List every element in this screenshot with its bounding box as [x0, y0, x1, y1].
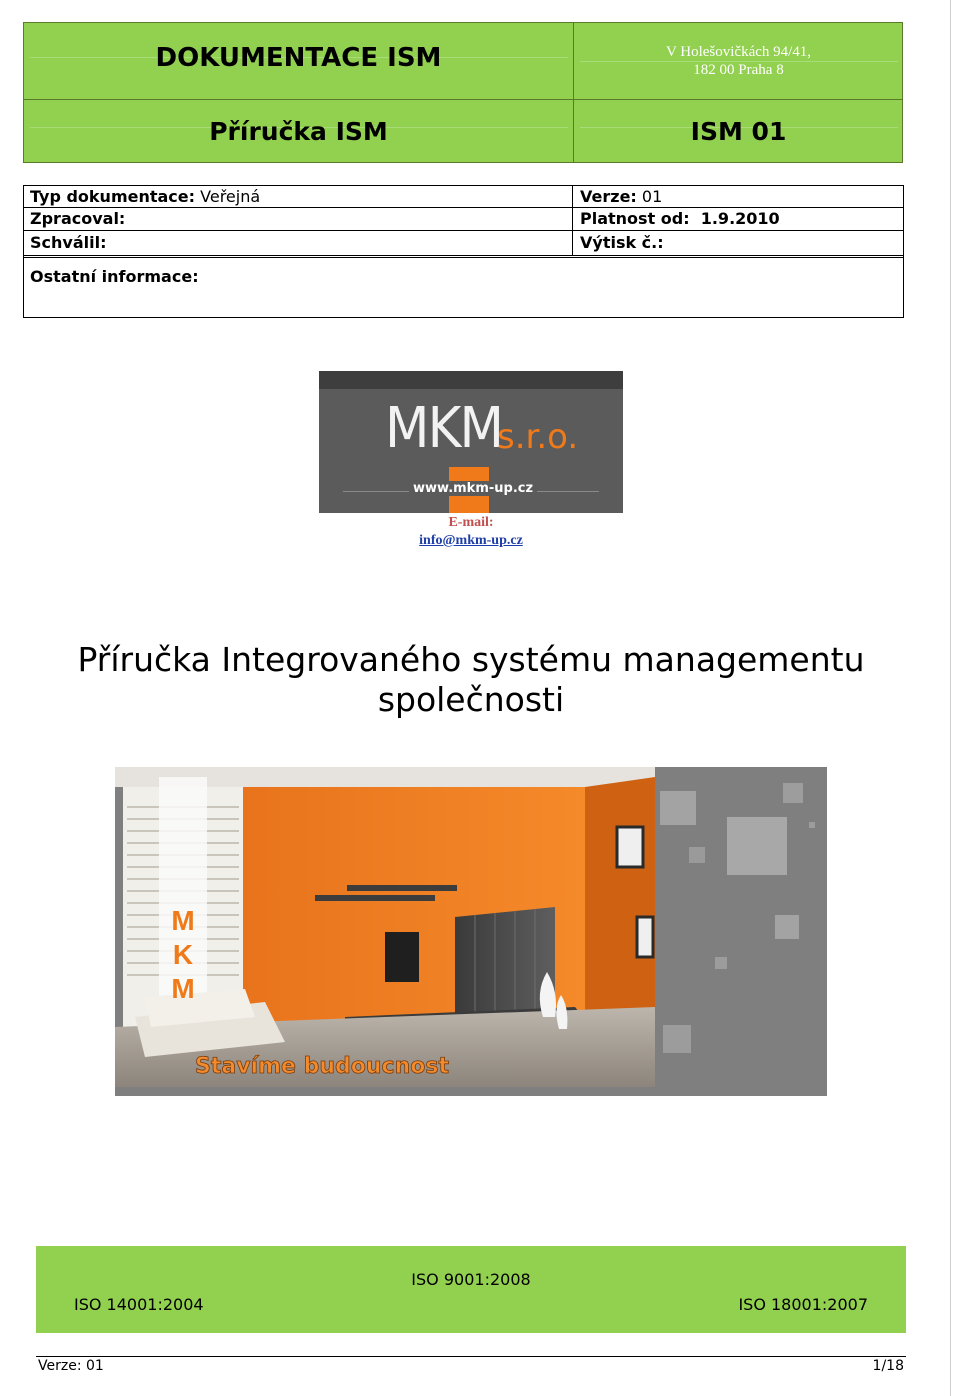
- doc-type-row: [30, 187, 260, 207]
- footer-version: Verze: 01: [38, 1358, 104, 1374]
- info-row-divider: [24, 207, 903, 208]
- valid-value: 1.9.2010: [700, 209, 780, 228]
- address-line-2: 182 00 Praha 8: [693, 62, 784, 78]
- address-line-1: V Holešovičkách 94/41,: [665, 44, 812, 60]
- copy-label: Výtisk č.:: [580, 233, 664, 252]
- footer-rule: [36, 1356, 906, 1357]
- approved-label: Schválil:: [30, 233, 107, 252]
- logo-sro-text: s.r.o.: [497, 417, 579, 457]
- version-label: Verze:: [580, 187, 637, 206]
- iso-certifications: [36, 1246, 906, 1333]
- iso-9001: ISO 9001:2008: [411, 1270, 531, 1289]
- photo-letter-m2: M: [171, 973, 195, 1004]
- version-value: 01: [641, 187, 663, 206]
- photo-letter-k: K: [172, 939, 194, 970]
- info-row-divider: [24, 230, 903, 231]
- interior-photo: [115, 767, 827, 1096]
- other-info-row: [30, 267, 199, 287]
- header-table: [23, 22, 903, 163]
- version-row: [580, 187, 662, 207]
- document-title: DOKUMENTACE ISM: [155, 43, 442, 73]
- photo-letter-m1: M: [171, 905, 195, 936]
- copy-row: [580, 233, 664, 253]
- company-address: [574, 43, 903, 79]
- info-row-divider: [24, 255, 903, 256]
- manual-title: Příručka ISM: [209, 117, 388, 146]
- logo-mkm-text: MKM: [385, 396, 503, 461]
- info-column-divider: [572, 186, 573, 256]
- main-title-line-2: společnosti: [377, 680, 565, 719]
- header-divider-horizontal: [24, 99, 902, 100]
- company-logo: [319, 371, 623, 513]
- document-code: ISM 01: [690, 117, 787, 146]
- email-label: E-mail:: [448, 515, 494, 530]
- doc-type-label: Typ dokumentace:: [30, 187, 196, 206]
- valid-row: [580, 209, 780, 229]
- logo-website: www.mkm-up.cz: [409, 481, 537, 496]
- prepared-label: Zpracoval:: [30, 209, 126, 228]
- valid-label: Platnost od:: [580, 209, 690, 228]
- interior-photo-illustration: [115, 767, 827, 1096]
- iso-14001: ISO 14001:2004: [74, 1295, 204, 1314]
- doc-type-value: Veřejná: [200, 187, 261, 206]
- approved-row: [30, 233, 106, 253]
- prepared-row: [30, 209, 125, 229]
- main-title-line-1: Příručka Integrovaného systému managementu: [77, 640, 865, 679]
- info-table: [23, 185, 904, 318]
- photo-slogan: Stavíme budoucnost: [195, 1054, 449, 1079]
- main-title: [40, 640, 902, 720]
- iso-18001: ISO 18001:2007: [738, 1295, 868, 1314]
- logo-top-strip: [319, 371, 623, 389]
- email-link[interactable]: info@mkm-up.cz: [419, 533, 523, 548]
- page-edge: [950, 0, 951, 1396]
- footer-page-number: 1/18: [872, 1358, 904, 1374]
- info-row-divider: [24, 257, 903, 258]
- other-info-label: Ostatní informace:: [30, 267, 199, 286]
